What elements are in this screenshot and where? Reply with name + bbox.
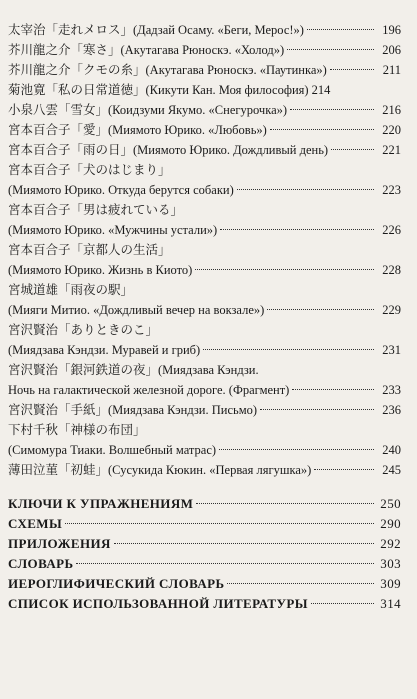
- entry-title: (Миямото Юрико. Откуда берутся собаки): [8, 183, 234, 197]
- section-title: СЛОВАРЬ: [8, 556, 74, 571]
- section-entry: [8, 494, 401, 514]
- toc-entry-line: 宮沢賢治「ありときのこ」: [8, 323, 159, 337]
- toc-entry-line: 下村千秋「神様の布団」: [8, 423, 146, 437]
- page-number: 196: [382, 23, 401, 37]
- toc-entry: [8, 340, 401, 360]
- dot-leader: [237, 189, 374, 190]
- dot-leader: [195, 269, 374, 270]
- section-entry: [8, 594, 401, 614]
- section-title: ПРИЛОЖЕНИЯ: [8, 536, 111, 551]
- section-entry: [8, 574, 401, 594]
- toc-entry-line: 宮沢賢治「銀河鉄道の夜」(Миядзава Кэндзи.: [8, 363, 259, 377]
- toc-entry-line: 宮本百合子「犬のはじまり」: [8, 163, 171, 177]
- dot-leader: [331, 149, 374, 150]
- entry-title: 薄田泣菫「初蛙」(Сусукида Кюкин. «Первая лягушка»): [8, 463, 312, 477]
- page-number: 223: [382, 183, 401, 197]
- entry-title: 芥川龍之介「クモの糸」(Акутагава Рюноскэ. «Паутинка»): [8, 63, 327, 77]
- section-title: СПИСОК ИСПОЛЬЗОВАННОЙ ЛИТЕРАТУРЫ: [8, 596, 308, 611]
- toc-entry: [8, 220, 401, 240]
- toc-entry: [8, 60, 401, 80]
- toc-entry: [8, 40, 401, 60]
- page-number: 292: [380, 536, 401, 551]
- page-number: 245: [382, 463, 401, 477]
- page-number: 233: [382, 383, 401, 397]
- entry-title: (Миядзава Кэндзи. Муравей и гриб): [8, 343, 201, 357]
- section-title: ИЕРОГЛИФИЧЕСКИЙ СЛОВАРЬ: [8, 576, 225, 591]
- page-number: 314: [380, 596, 401, 611]
- page-number: 290: [380, 516, 401, 531]
- section-entry: [8, 534, 401, 554]
- entry-title: (Миямото Юрико. Жизнь в Киото): [8, 263, 193, 277]
- toc-entry: [8, 100, 401, 120]
- toc-entry: [8, 20, 401, 40]
- page-number: 206: [382, 43, 401, 57]
- page-number: 216: [382, 103, 401, 117]
- toc-entry: [8, 460, 401, 480]
- page-number: 309: [380, 576, 401, 591]
- toc-entry: [8, 180, 401, 200]
- sections-list: [8, 494, 401, 614]
- dot-leader: [292, 389, 374, 390]
- dot-leader: [260, 409, 374, 410]
- page-number: 303: [380, 556, 401, 571]
- dot-leader: [220, 229, 374, 230]
- page-number: 240: [382, 443, 401, 457]
- toc-entry-line: 宮本百合子「男は疲れている」: [8, 203, 184, 217]
- dot-leader: [114, 543, 374, 544]
- dot-leader: [311, 603, 374, 604]
- entry-title: 太宰治「走れメロス」(Дадзай Осаму. «Беги, Мерос!»): [8, 23, 304, 37]
- page-number: 220: [382, 123, 401, 137]
- section-entry: [8, 554, 401, 574]
- section-title: КЛЮЧИ К УПРАЖНЕНИЯМ: [8, 496, 194, 511]
- dot-leader: [307, 29, 374, 30]
- entry-title: (Симомура Тиаки. Волшебный матрас): [8, 443, 217, 457]
- page-number: 226: [382, 223, 401, 237]
- dot-leader: [314, 469, 374, 470]
- page-number: 229: [382, 303, 401, 317]
- dot-leader: [203, 349, 374, 350]
- toc-entry: [8, 260, 401, 280]
- toc-entry: [8, 400, 401, 420]
- dot-leader: [267, 309, 374, 310]
- dot-leader: [290, 109, 374, 110]
- page-number: 236: [382, 403, 401, 417]
- entry-title: (Мияги Митио. «Дождливый вечер на вокзале»): [8, 303, 265, 317]
- toc-entry: [8, 140, 401, 160]
- dot-leader: [76, 563, 374, 564]
- entry-title: 宮本百合子「雨の日」(Миямото Юрико. Дождливый день): [8, 143, 329, 157]
- toc-entry-line: 菊池寛「私の日常道徳」(Кикути Кан. Моя философия) 214: [8, 83, 331, 97]
- page-number: 231: [382, 343, 401, 357]
- toc-entry: [8, 300, 401, 320]
- section-entry: [8, 514, 401, 534]
- dot-leader: [287, 49, 374, 50]
- dot-leader: [196, 503, 374, 504]
- page-number: 221: [382, 143, 401, 157]
- spacer: [8, 480, 401, 494]
- toc-entry-line: 宮城道雄「雨夜の駅」: [8, 283, 134, 297]
- entry-title: 小泉八雲「雪女」(Коидзуми Якумо. «Снегурочка»): [8, 103, 288, 117]
- dot-leader: [270, 129, 374, 130]
- entry-title: Ночь на галактической железной дороге. (Фрагмент): [8, 383, 290, 397]
- page-number: 250: [380, 496, 401, 511]
- entry-title: 宮沢賢治「手紙」(Миядзава Кэндзи. Письмо): [8, 403, 258, 417]
- dot-leader: [227, 583, 374, 584]
- toc-entry: [8, 440, 401, 460]
- page-number: 211: [382, 63, 401, 77]
- entry-title: 宮本百合子「愛」(Миямото Юрико. «Любовь»): [8, 123, 267, 137]
- entry-title: (Миямото Юрико. «Мужчины устали»): [8, 223, 218, 237]
- entry-title: 芥川龍之介「寒さ」(Акутагава Рюноскэ. «Холод»): [8, 43, 285, 57]
- table-of-contents: [8, 20, 401, 480]
- page-number: 228: [382, 263, 401, 277]
- toc-entry-line: 宮本百合子「京都人の生活」: [8, 243, 171, 257]
- toc-entry: [8, 120, 401, 140]
- toc-entry: [8, 380, 401, 400]
- section-title: СХЕМЫ: [8, 516, 63, 531]
- dot-leader: [65, 523, 374, 524]
- dot-leader: [219, 449, 374, 450]
- dot-leader: [330, 69, 374, 70]
